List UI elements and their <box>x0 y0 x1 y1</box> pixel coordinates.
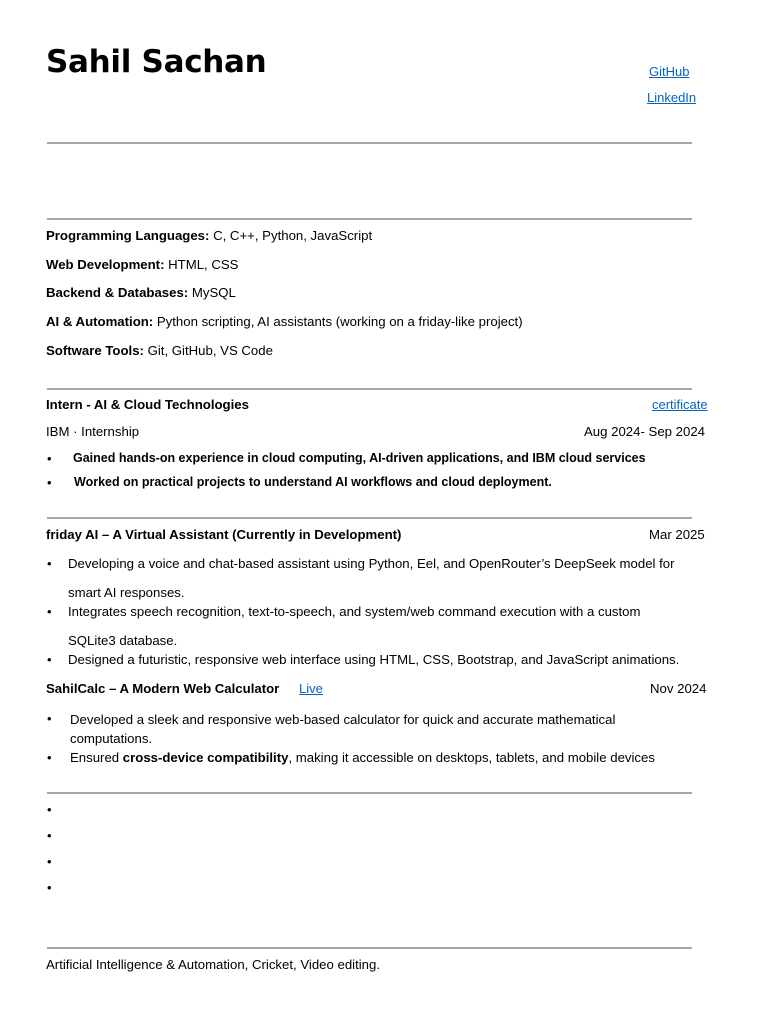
skill-label: Programming Languages: <box>46 228 210 243</box>
skill-value: MySQL <box>188 285 236 300</box>
skill-row <box>46 342 273 359</box>
bullet-text: , making it accessible on desktops, tablets, and mobile devices <box>288 750 655 765</box>
project-bullet: Developed a sleek and responsive web-based calculator for quick and accurate mathematical computations. <box>70 712 616 746</box>
bullet-icon: • <box>47 828 52 843</box>
section-divider <box>47 947 692 949</box>
section-divider <box>47 792 692 794</box>
skill-row <box>46 256 238 273</box>
skill-label: Software Tools: <box>46 343 144 358</box>
bullet-icon: • <box>47 854 52 869</box>
skill-row <box>46 284 236 301</box>
skill-row <box>46 227 372 244</box>
project-title: friday AI – A Virtual Assistant (Currently in Development) <box>46 527 402 542</box>
bullet-icon: • <box>47 556 52 571</box>
skill-label: Backend & Databases: <box>46 285 189 300</box>
project-bullet-line: Developing a voice and chat-based assistant using Python, Eel, and OpenRouter’s DeepSeek model for <box>68 556 675 571</box>
bullet-icon: • <box>47 652 52 667</box>
certificate-link[interactable]: certificate <box>652 397 708 412</box>
experience-org: IBM · Internship <box>46 424 140 439</box>
project-bullet-line: Designed a futuristic, responsive web interface using HTML, CSS, Bootstrap, and JavaScript animations. <box>68 652 680 667</box>
github-link[interactable]: GitHub <box>649 64 690 79</box>
project-date: Mar 2025 <box>649 527 705 542</box>
project-bullet-line: SQLite3 database. <box>68 633 178 648</box>
section-divider <box>47 517 692 519</box>
skill-label: AI & Automation: <box>46 314 154 329</box>
skill-value: HTML, CSS <box>164 257 239 272</box>
skill-value: C, C++, Python, JavaScript <box>209 228 373 243</box>
section-divider <box>47 142 692 144</box>
bullet-icon: • <box>47 802 52 817</box>
skill-value: Git, GitHub, VS Code <box>143 343 273 358</box>
experience-bullet: Worked on practical projects to understand AI workflows and cloud deployment. <box>74 475 552 489</box>
project-date: Nov 2024 <box>650 681 707 696</box>
bullet-text: Ensured <box>70 750 123 765</box>
candidate-name: Sahil Sachan <box>46 44 267 80</box>
bullet-icon: • <box>47 604 52 619</box>
bullet-icon: • <box>47 451 52 466</box>
bullet-icon: • <box>47 711 52 726</box>
section-divider <box>47 218 692 220</box>
linkedin-link[interactable]: LinkedIn <box>647 90 697 105</box>
bullet-emphasis: cross-device compatibility <box>122 750 289 765</box>
live-link[interactable]: Live <box>299 681 323 696</box>
skill-label: Web Development: <box>46 257 165 272</box>
bullet-icon: • <box>47 750 52 765</box>
section-divider <box>47 388 692 390</box>
project-title: SahilCalc – A Modern Web Calculator <box>46 681 280 696</box>
experience-title: Intern - AI & Cloud Technologies <box>46 397 249 412</box>
project-bullet <box>70 749 655 766</box>
project-bullet-line: Integrates speech recognition, text-to-speech, and system/web command execution with a custom <box>68 604 641 619</box>
skill-value: Python scripting, AI assistants (working on a friday-like project) <box>153 314 523 329</box>
skill-row <box>46 313 523 330</box>
bullet-icon: • <box>47 475 52 490</box>
project-bullet-line: smart AI responses. <box>68 585 185 600</box>
interests-text: Artificial Intelligence & Automation, Cricket, Video editing. <box>46 957 381 972</box>
bullet-icon: • <box>47 880 52 895</box>
experience-bullet: Gained hands-on experience in cloud computing, AI-driven applications, and IBM cloud services <box>73 451 646 465</box>
experience-dates: Aug 2024- Sep 2024 <box>584 424 705 439</box>
